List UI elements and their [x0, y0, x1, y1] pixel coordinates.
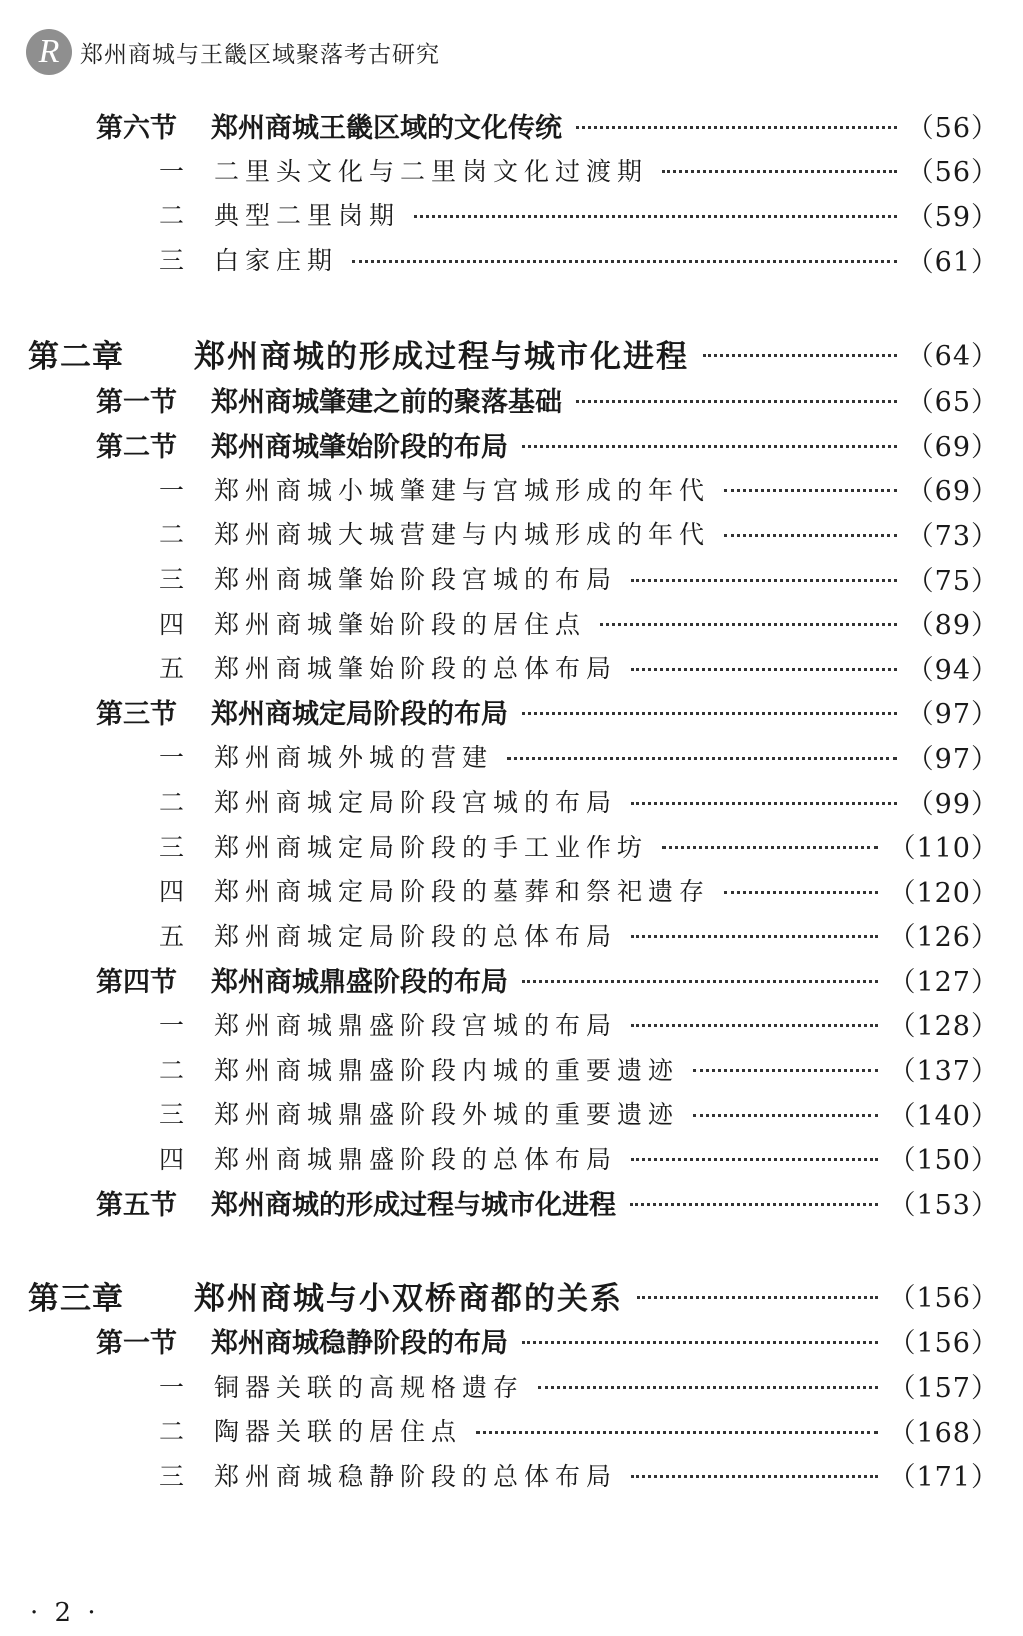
- toc-sub-entry[interactable]: [0, 556, 1023, 601]
- toc-entry-title: 典型二里岗期: [214, 201, 401, 231]
- toc-entry-page: （156）: [888, 1282, 999, 1314]
- toc-sub-entry[interactable]: [0, 1363, 1023, 1408]
- dot-leader: [507, 757, 897, 760]
- toc-sub-entry[interactable]: [0, 511, 1023, 556]
- toc-entry-page: （89）: [906, 610, 999, 642]
- toc-entry-page: （75）: [906, 565, 999, 597]
- dot-leader: [693, 1069, 878, 1072]
- book-title: 郑州商城与王畿区域聚落考古研究: [80, 41, 440, 68]
- dot-leader: [724, 489, 897, 492]
- toc-sub-entry[interactable]: [0, 192, 1023, 237]
- dot-leader: [538, 1386, 878, 1389]
- toc-entry-title: 郑州商城肇始阶段的布局: [211, 431, 508, 463]
- toc-entry-number: 第三章: [28, 1280, 124, 1317]
- toc-entry-number: 一: [159, 743, 185, 773]
- toc-entry-page: （168）: [888, 1417, 999, 1449]
- dot-leader: [631, 1024, 878, 1027]
- toc-chapter-entry[interactable]: [0, 330, 1023, 377]
- toc-entry-title: 郑州商城稳静阶段的布局: [211, 1328, 508, 1360]
- toc-entry-title: 郑州商城鼎盛阶段的总体布局: [214, 1144, 618, 1174]
- toc-entry-title: 郑州商城肇始阶段宫城的布局: [214, 565, 618, 595]
- toc-entry-title: 郑州商城稳静阶段的总体布局: [214, 1461, 618, 1491]
- dot-leader: [662, 170, 897, 173]
- toc-entry-page: （61）: [906, 246, 999, 278]
- toc-entry-title: 铜器关联的高规格遗存: [214, 1372, 525, 1402]
- toc-entry-page: （150）: [888, 1145, 999, 1177]
- toc-entry-title: 郑州商城鼎盛阶段的布局: [211, 966, 508, 998]
- toc-sub-entry[interactable]: [0, 1135, 1023, 1180]
- toc-entry-number: 第一节: [96, 1328, 177, 1360]
- toc-sub-entry[interactable]: [0, 1091, 1023, 1136]
- dot-leader: [522, 1341, 878, 1344]
- dot-leader: [631, 1475, 878, 1478]
- dot-leader: [724, 534, 897, 537]
- toc-sub-entry[interactable]: [0, 467, 1023, 512]
- toc-entry-page: （128）: [888, 1011, 999, 1043]
- toc-entry-page: （156）: [888, 1328, 999, 1360]
- dot-leader: [600, 623, 897, 626]
- dot-leader: [631, 668, 897, 671]
- toc-entry-title: 郑州商城定局阶段的布局: [211, 699, 508, 731]
- toc-entry-title: 郑州商城肇始阶段的居住点: [214, 609, 587, 639]
- toc-sub-entry[interactable]: [0, 645, 1023, 690]
- dot-leader: [662, 846, 878, 849]
- toc-entry-number: 四: [159, 609, 185, 639]
- dot-leader: [576, 400, 897, 403]
- toc-entry-page: （137）: [888, 1056, 999, 1088]
- toc-entry-number: 四: [159, 1144, 185, 1174]
- toc-section-entry[interactable]: [0, 1319, 1023, 1364]
- toc-entry-page: （69）: [906, 476, 999, 508]
- toc-entry-title: 郑州商城的形成过程与城市化进程: [194, 339, 689, 376]
- toc-entry-number: 一: [159, 156, 185, 186]
- toc-entry-page: （97）: [906, 743, 999, 775]
- dot-leader: [693, 1114, 878, 1117]
- toc-sub-entry[interactable]: [0, 148, 1023, 193]
- toc-entry-title: 郑州商城定局阶段的手工业作坊: [214, 832, 649, 862]
- toc-entry-page: （99）: [906, 788, 999, 820]
- toc-entry-title: 郑州商城定局阶段宫城的布局: [214, 788, 618, 818]
- toc-entry-number: 第二章: [28, 339, 124, 376]
- toc-entry-page: （64）: [906, 341, 999, 373]
- toc-entry-title: 郑州商城定局阶段的总体布局: [214, 921, 618, 951]
- toc-entry-number: 二: [159, 1417, 185, 1447]
- toc-entry-number: 二: [159, 201, 185, 231]
- dot-leader: [630, 1203, 878, 1206]
- toc-entry-number: 三: [159, 565, 185, 595]
- toc-entry-title: 郑州商城肇建之前的聚落基础: [211, 387, 562, 419]
- toc-entry-page: （157）: [888, 1373, 999, 1405]
- toc-entry-page: （171）: [888, 1462, 999, 1494]
- dot-leader: [522, 712, 897, 715]
- toc-section-entry[interactable]: [0, 957, 1023, 1002]
- toc-entry-title: 白家庄期: [214, 246, 339, 276]
- toc-entry-number: 二: [159, 520, 185, 550]
- toc-sub-entry[interactable]: [0, 1452, 1023, 1497]
- toc-section-entry[interactable]: [0, 1180, 1023, 1225]
- toc-sub-entry[interactable]: [0, 734, 1023, 779]
- toc-sub-entry[interactable]: [0, 1046, 1023, 1091]
- toc-sub-entry[interactable]: [0, 237, 1023, 282]
- toc-entry-number: 五: [159, 921, 185, 951]
- toc-section-entry[interactable]: [0, 690, 1023, 735]
- toc-entry-number: 三: [159, 832, 185, 862]
- toc-entry-title: 郑州商城定局阶段的墓葬和祭祀遗存: [214, 877, 711, 907]
- toc-sub-entry[interactable]: [0, 868, 1023, 913]
- toc-entry-title: 郑州商城肇始阶段的总体布局: [214, 654, 618, 684]
- toc-entry-title: 郑州商城鼎盛阶段内城的重要遗迹: [214, 1055, 680, 1085]
- toc-sub-entry[interactable]: [0, 779, 1023, 824]
- chapter-spacer: [0, 281, 1023, 330]
- toc-entry-page: （65）: [906, 387, 999, 419]
- toc-entry-title: 二里头文化与二里岗文化过渡期: [214, 156, 649, 186]
- toc-section-entry[interactable]: [0, 422, 1023, 467]
- toc-entry-number: 四: [159, 877, 185, 907]
- toc-entry-title: 郑州商城鼎盛阶段外城的重要遗迹: [214, 1100, 680, 1130]
- toc-entry-page: （120）: [888, 877, 999, 909]
- toc-entry-page: （153）: [888, 1189, 999, 1221]
- toc-sub-entry[interactable]: [0, 913, 1023, 958]
- toc-entry-number: 一: [159, 1372, 185, 1402]
- toc-entry-page: （59）: [906, 201, 999, 233]
- toc-entry-number: 一: [159, 475, 185, 505]
- toc-entry-number: 第六节: [96, 112, 177, 144]
- toc-entry-title: 郑州商城大城营建与内城形成的年代: [214, 520, 711, 550]
- toc-entry-number: 第五节: [96, 1189, 177, 1221]
- toc-entry-title: 郑州商城外城的营建: [214, 743, 494, 773]
- toc-entry-number: 二: [159, 1055, 185, 1085]
- toc-chapter-entry[interactable]: [0, 1272, 1023, 1319]
- dot-leader: [631, 579, 897, 582]
- toc-entry-page: （140）: [888, 1100, 999, 1132]
- toc-entry-number: 五: [159, 654, 185, 684]
- toc-entry-page: （94）: [906, 654, 999, 686]
- table-of-contents: [0, 103, 1023, 1497]
- toc-sub-entry[interactable]: [0, 600, 1023, 645]
- toc-entry-number: 三: [159, 246, 185, 276]
- publisher-logo-icon: [26, 29, 72, 75]
- dot-leader: [631, 935, 878, 938]
- toc-entry-title: 郑州商城王畿区域的文化传统: [211, 112, 562, 144]
- toc-entry-page: （69）: [906, 431, 999, 463]
- toc-entry-number: 三: [159, 1461, 185, 1491]
- running-header: [26, 28, 440, 76]
- dot-leader: [476, 1431, 878, 1434]
- toc-entry-number: 一: [159, 1010, 185, 1040]
- toc-sub-entry[interactable]: [0, 1002, 1023, 1047]
- dot-leader: [522, 445, 897, 448]
- toc-entry-title: 郑州商城鼎盛阶段宫城的布局: [214, 1010, 618, 1040]
- dot-leader: [724, 891, 878, 894]
- toc-entry-page: （56）: [906, 112, 999, 144]
- toc-sub-entry[interactable]: [0, 1408, 1023, 1453]
- toc-entry-number: 第四节: [96, 966, 177, 998]
- toc-section-entry[interactable]: [0, 103, 1023, 148]
- page-number: · 2 ·: [30, 1598, 100, 1628]
- toc-entry-number: 三: [159, 1100, 185, 1130]
- toc-entry-number: 第一节: [96, 387, 177, 419]
- toc-entry-page: （97）: [906, 699, 999, 731]
- toc-entry-page: （110）: [888, 833, 999, 865]
- toc-entry-page: （73）: [906, 520, 999, 552]
- toc-entry-page: （127）: [888, 966, 999, 998]
- toc-entry-title: 陶器关联的居住点: [214, 1417, 463, 1447]
- dot-leader: [576, 126, 897, 129]
- toc-entry-number: 第三节: [96, 699, 177, 731]
- dot-leader: [703, 354, 897, 357]
- logo-letter: R: [38, 33, 60, 70]
- toc-entry-page: （56）: [906, 157, 999, 189]
- dot-leader: [631, 1158, 878, 1161]
- toc-entry-page: （126）: [888, 922, 999, 954]
- toc-sub-entry[interactable]: [0, 823, 1023, 868]
- chapter-spacer: [0, 1225, 1023, 1272]
- toc-entry-title: 郑州商城与小双桥商都的关系: [194, 1280, 623, 1317]
- dot-leader: [637, 1296, 878, 1299]
- dot-leader: [522, 980, 878, 983]
- dot-leader: [631, 802, 897, 805]
- toc-entry-title: 郑州商城小城肇建与宫城形成的年代: [214, 475, 711, 505]
- dot-leader: [352, 260, 897, 263]
- toc-entry-number: 二: [159, 788, 185, 818]
- toc-entry-number: 第二节: [96, 431, 177, 463]
- toc-section-entry[interactable]: [0, 377, 1023, 422]
- dot-leader: [414, 215, 897, 218]
- toc-entry-title: 郑州商城的形成过程与城市化进程: [211, 1189, 616, 1221]
